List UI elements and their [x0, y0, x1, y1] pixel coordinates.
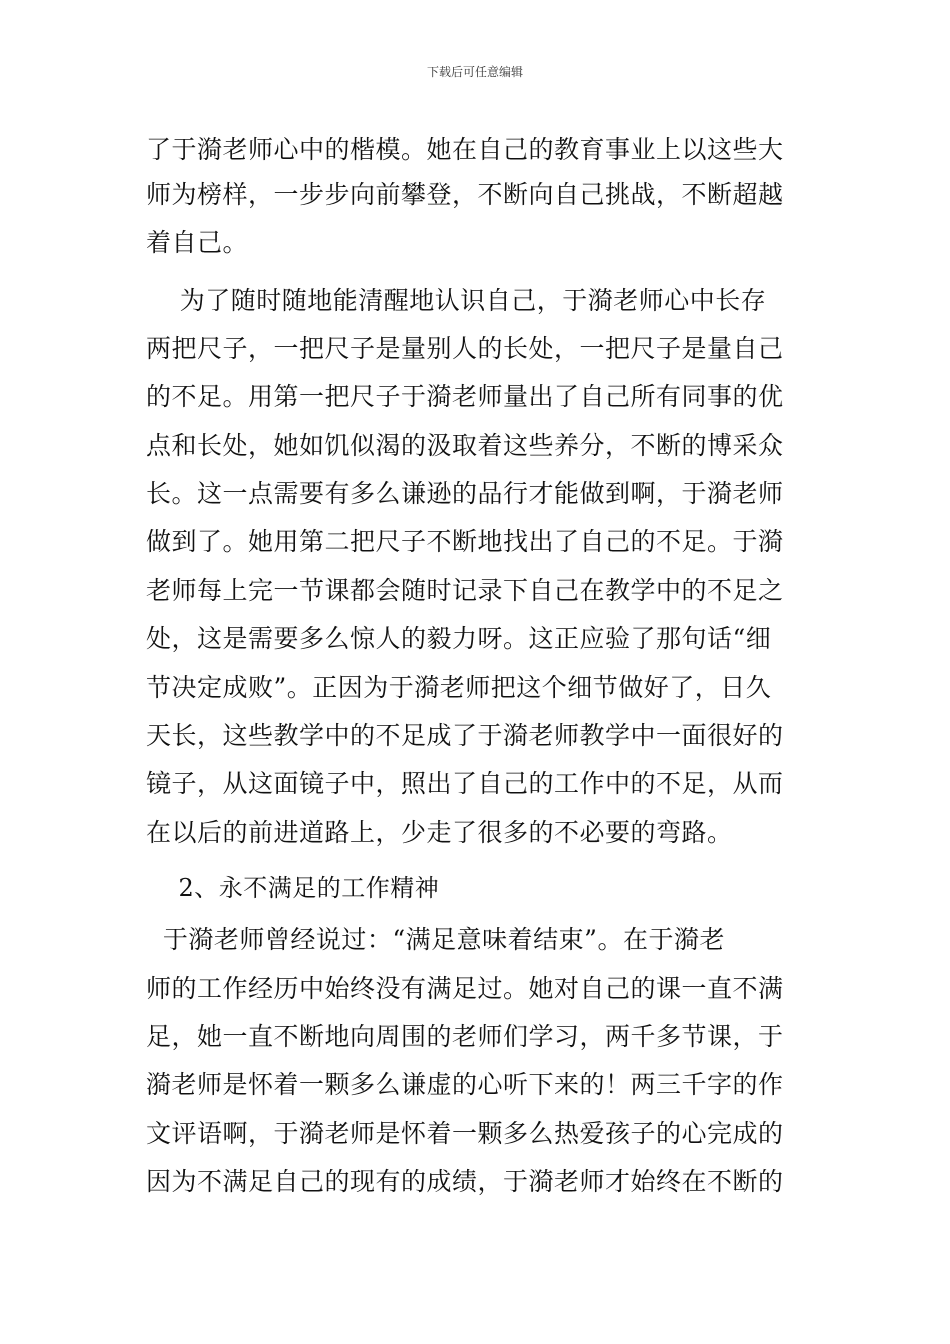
body-line: 因为不满足自己的现有的成绩，于漪老师才始终在不断的 — [146, 1167, 784, 1196]
body-line: 漪老师是怀着一颗多么谦虚的心听下来的！两三千字的作 — [146, 1070, 784, 1099]
section-heading: 2、永不满足的工作精神 — [146, 874, 440, 902]
body-line: 于漪老师曾经说过：“满足意味着结束”。在于漪老 — [146, 925, 725, 954]
body-line: 师的工作经历中始终没有满足过。她对自己的课一直不满 — [146, 974, 784, 1003]
body-line: 天长，这些教学中的不足成了于漪老师教学中一面很好的 — [146, 721, 784, 750]
body-line: 老师每上完一节课都会随时记录下自己在教学中的不足之 — [146, 576, 784, 605]
body-line: 的不足。用第一把尺子于漪老师量出了自己所有同事的优 — [146, 382, 784, 411]
body-line: 在以后的前进道路上，少走了很多的不必要的弯路。 — [146, 818, 733, 847]
body-line: 镜子，从这面镜子中，照出了自己的工作中的不足，从而 — [146, 769, 784, 798]
body-line: 处，这是需要多么惊人的毅力呀。这正应验了那句话“细 — [146, 624, 772, 653]
body-line: 节决定成败”。正因为于漪老师把这个细节做好了，日久 — [146, 673, 772, 702]
body-line: 长。这一点需要有多么谦逊的品行才能做到啊，于漪老师 — [146, 479, 784, 508]
body-line: 着自己。 — [146, 228, 249, 257]
page-header: 下载后可任意编辑 — [426, 65, 523, 79]
body-line: 师为榜样，一步步向前攀登，不断向自己挑战，不断超越 — [146, 180, 784, 209]
body-line: 文评语啊，于漪老师是怀着一颗多么热爱孩子的心完成的 — [146, 1119, 784, 1148]
body-line: 点和长处，她如饥似渴的汲取着这些养分，不断的博采众 — [146, 431, 784, 460]
body-line: 足，她一直不断地向周围的老师们学习，两千多节课，于 — [146, 1022, 784, 1051]
body-line: 两把尺子，一把尺子是量别人的长处，一把尺子是量自己 — [146, 334, 784, 363]
body-line: 为了随时随地能清醒地认识自己，于漪老师心中长存 — [146, 286, 767, 315]
body-line: 做到了。她用第二把尺子不断地找出了自己的不足。于漪 — [146, 527, 784, 556]
body-line: 了于漪老师心中的楷模。她在自己的教育事业上以这些大 — [146, 135, 784, 164]
